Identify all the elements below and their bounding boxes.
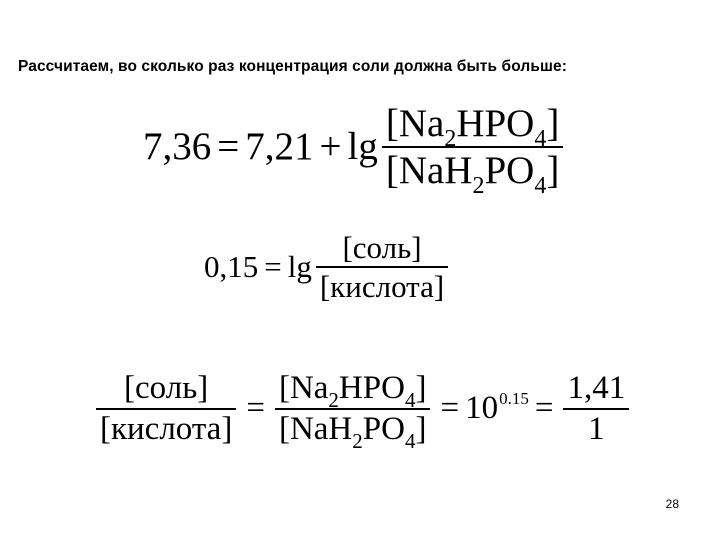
eq3-denominator-ratio: 1 xyxy=(588,410,605,447)
eq2-lhs: 0,15 xyxy=(204,249,259,285)
eq1-lg: lg xyxy=(347,125,378,169)
eq3-equals-1: = xyxy=(246,390,265,427)
eq3-fraction-ratio xyxy=(563,372,629,446)
equation-2 xyxy=(204,232,452,302)
eq2-fraction xyxy=(316,232,448,302)
eq3-equals-2: = xyxy=(440,390,460,427)
equation-1 xyxy=(143,102,567,199)
eq3-numerator-salt: [соль] xyxy=(124,370,209,406)
eq1-constant: 7,21 xyxy=(245,125,314,169)
eq3-numerator-ratio: 1,41 xyxy=(567,370,626,406)
eq1-equals: = xyxy=(217,125,240,169)
eq2-denominator: [кислота] xyxy=(319,268,445,304)
eq1-lhs: 7,36 xyxy=(143,125,212,169)
eq2-lg: lg xyxy=(287,249,312,285)
equation-3 xyxy=(92,370,633,453)
eq2-numerator: [соль] xyxy=(342,230,422,265)
eq3-fraction-salt-acid xyxy=(96,372,236,446)
eq3-denominator-phosphate: $[NaH_2PO_4]$ xyxy=(278,410,427,453)
eq3-power: $10^{0.15}$ xyxy=(465,389,529,427)
eq3-equals-3: = xyxy=(534,390,554,427)
eq1-plus: + xyxy=(319,125,342,169)
slide-heading: Рассчитаем, во сколько раз концентрация соли должна быть больше: xyxy=(18,58,567,75)
eq1-fraction xyxy=(382,102,564,199)
page-number: 28 xyxy=(665,497,679,511)
eq3-denominator-acid: [кислота] xyxy=(100,410,233,447)
eq1-denominator: $[NaH_2PO_4]$ xyxy=(385,148,560,199)
eq3-numerator-phosphate: $[Na_2HPO_4]$ xyxy=(278,370,427,412)
eq1-numerator: $[Na_2HPO_4]$ xyxy=(385,102,560,152)
eq2-equals: = xyxy=(264,249,282,285)
eq3-fraction-phosphates xyxy=(275,370,431,453)
